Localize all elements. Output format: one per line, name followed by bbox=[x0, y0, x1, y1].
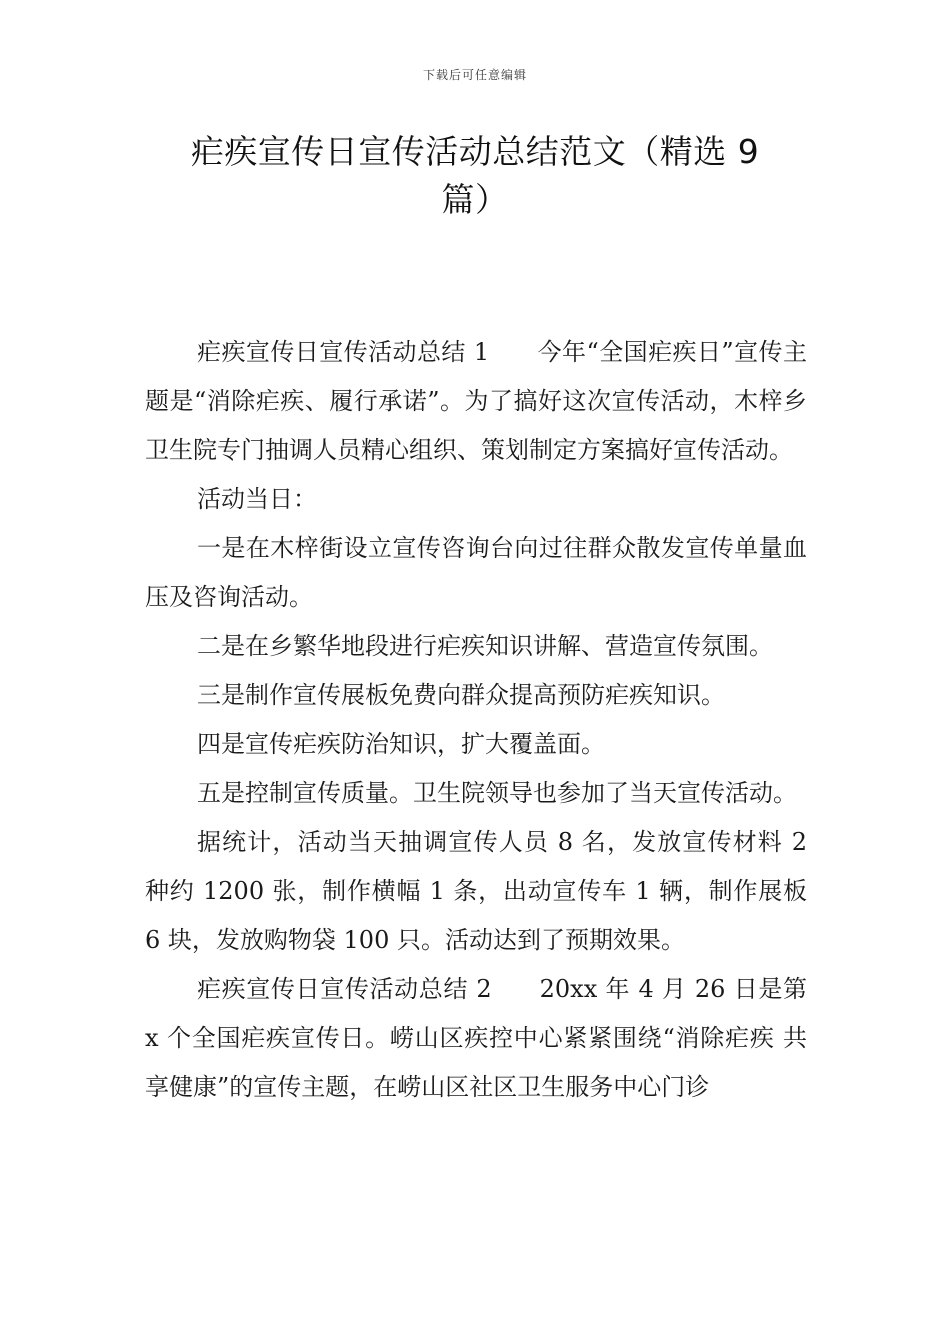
paragraph-text: 二是在乡繁华地段进行疟疾知识讲解、营造宣传氛围。 bbox=[197, 632, 773, 660]
paragraph-text: 四是宣传疟疾防治知识，扩大覆盖面。 bbox=[197, 730, 605, 758]
paragraph-text: 五是控制宣传质量。卫生院领导也参加了当天宣传活动。 bbox=[197, 779, 797, 807]
section-heading-2: 疟疾宣传日宣传活动总结 2 bbox=[197, 975, 492, 1003]
paragraph-3 bbox=[145, 524, 807, 622]
paragraph-9 bbox=[145, 965, 815, 1112]
paragraph-text: 三是制作宣传展板免费向群众提高预防疟疾知识。 bbox=[197, 681, 725, 709]
header-note: 下载后可任意编辑 bbox=[422, 68, 527, 82]
section-heading-1: 疟疾宣传日宣传活动总结 1 bbox=[197, 338, 490, 366]
paragraph-4 bbox=[145, 622, 807, 671]
paragraph-text: 据统计，活动当天抽调宣传人员 8 名，发放宣传材料 2 种约 1200 张，制作横幅 1 条，出动宣传车 1 辆，制作展板 6 块，发放购物袋 100 只。活动达到了预期效果。 bbox=[145, 828, 815, 954]
paragraph-2 bbox=[145, 475, 807, 524]
paragraph-text: 20xx 年 4 月 26 日是第 x 个全国疟疾宣传日。崂山区疾控中心紧紧围绕“消除疟疾 共享健康”的宣传主题，在崂山区社区卫生服务中心门诊 bbox=[145, 975, 815, 1101]
paragraph-6 bbox=[145, 720, 807, 769]
paragraph-text: 今年“全国疟疾日”宣传主题是“消除疟疾、履行承诺”。为了搞好这次宣传活动，木梓乡卫生院专门抽调人员精心组织、策划制定方案搞好宣传活动。 bbox=[145, 338, 807, 464]
paragraph-text: 一是在木梓街设立宣传咨询台向过往群众散发宣传单量血压及咨询活动。 bbox=[145, 534, 807, 611]
paragraph-1 bbox=[145, 328, 807, 475]
paragraph-7 bbox=[145, 769, 807, 818]
paragraph-text: 活动当日： bbox=[197, 485, 317, 513]
title-line-2: 篇） bbox=[441, 180, 509, 219]
document-body bbox=[145, 328, 815, 1112]
title-line-1: 疟疾宣传日宣传活动总结范文（精选 9 bbox=[190, 132, 760, 171]
paragraph-5 bbox=[145, 671, 807, 720]
paragraph-8 bbox=[145, 818, 815, 965]
document-title bbox=[150, 128, 800, 224]
